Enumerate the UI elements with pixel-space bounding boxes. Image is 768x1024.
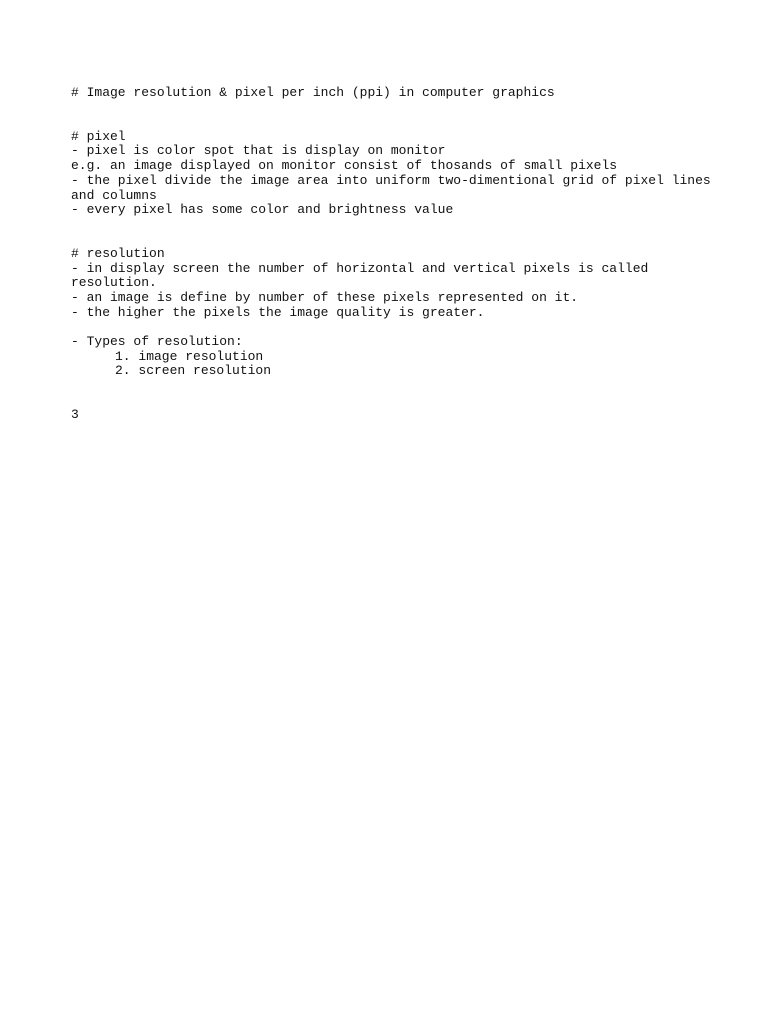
document-title: # Image resolution & pixel per inch (ppi) in computer graphics <box>71 85 555 100</box>
pixel-line: and columns <box>71 187 157 203</box>
resolution-type-item: 1. image resolution <box>115 348 264 364</box>
spacer <box>71 101 711 130</box>
pixel-section <box>71 130 711 218</box>
spacer <box>71 320 711 335</box>
pixel-line: - pixel is color spot that is display on monitor <box>71 143 446 159</box>
resolution-line: - the higher the pixels the image quality is greater. <box>71 304 485 320</box>
resolution-section <box>71 247 711 379</box>
spacer <box>71 218 711 247</box>
resolution-line: resolution. <box>71 275 157 291</box>
resolution-type-item: 2. screen resolution <box>115 363 272 379</box>
resolution-line: - an image is define by number of these pixels represented on it. <box>71 290 579 306</box>
pixel-heading: # pixel <box>71 128 126 144</box>
pixel-line: e.g. an image displayed on monitor consist of thosands of small pixels <box>71 158 618 174</box>
pixel-line: - every pixel has some color and brightness value <box>71 202 454 218</box>
page-number: 3 <box>71 407 79 423</box>
resolution-types-heading: - Types of resolution: <box>71 333 243 349</box>
resolution-heading: # resolution <box>71 245 165 261</box>
spacer <box>71 379 711 408</box>
pixel-line: - the pixel divide the image area into uniform two-dimentional grid of pixel lines <box>71 172 711 188</box>
resolution-line: - in display screen the number of horizontal and vertical pixels is called <box>71 260 649 276</box>
document-body <box>71 86 711 423</box>
